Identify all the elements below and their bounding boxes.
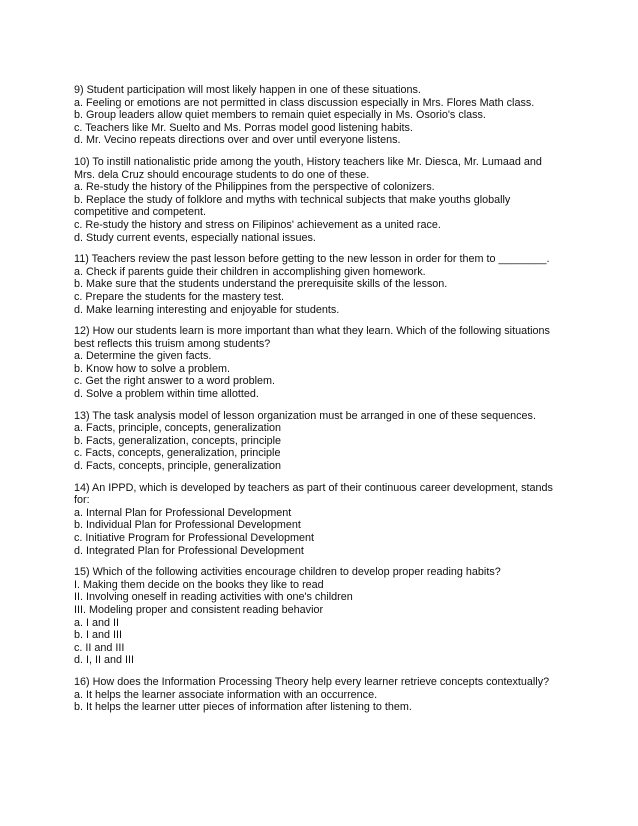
choice-c: c. II and III [74,641,125,654]
choice-a: a. It helps the learner associate information with an occurrence. [74,688,378,701]
question-14 [74,482,574,558]
choice-b: b. Individual Plan for Professional Development [74,519,301,532]
statement-i: I. Making them decide on the books they like to read [74,578,324,591]
question-text-continued: for: [74,494,90,507]
choice-d: d. Integrated Plan for Professional Development [74,544,304,557]
choice-a: a. Internal Plan for Professional Development [74,506,292,519]
question-12 [74,325,574,401]
choice-b-continued: competitive and competent. [74,206,207,219]
question-text: 14) An IPPD, which is developed by teachers as part of their continuous career development, stands [74,481,553,494]
choice-a: a. Check if parents guide their children in accomplishing given homework. [74,265,426,278]
question-11 [74,253,574,316]
question-text: 13) The task analysis model of lesson organization must be arranged in one of these sequences. [74,409,536,422]
choice-d: d. I, II and III [74,654,135,667]
choice-d: d. Solve a problem within time allotted. [74,388,259,401]
question-10 [74,156,574,244]
choice-c: c. Re-study the history and stress on Filipinos' achievement as a united race. [74,218,441,231]
choice-a: a. Determine the given facts. [74,350,212,363]
choice-b: b. It helps the learner utter pieces of information after listening to them. [74,701,412,714]
choice-a: a. Re-study the history of the Philippines from the perspective of colonizers. [74,181,435,194]
question-text: 9) Student participation will most likely happen in one of these situations. [74,84,421,96]
choice-b: b. Group leaders allow quiet members to remain quiet especially in Ms. Osorio's class. [74,109,486,122]
choice-b: b. I and III [74,629,123,642]
choice-d: d. Make learning interesting and enjoyable for students. [74,303,340,316]
choice-b: b. Know how to solve a problem. [74,362,231,375]
choice-c: c. Get the right answer to a word problem. [74,375,276,388]
question-text: 15) Which of the following activities encourage children to develop proper reading habits? [74,566,501,579]
choice-c: c. Prepare the students for the mastery test. [74,290,285,303]
choice-b: b. Replace the study of folklore and myths with technical subjects that make youths globally [74,193,511,206]
question-text: 16) How does the Information Processing Theory help every learner retrieve concepts contextually? [74,675,550,688]
choice-a: a. Facts, principle, concepts, generalization [74,422,282,435]
question-text: 11) Teachers review the past lesson before getting to the new lesson in order for them to ________. [74,253,550,266]
choice-b: b. Facts, generalization, concepts, principle [74,434,282,447]
choice-a: a. Feeling or emotions are not permitted in class discussion especially in Mrs. Flores Math class. [74,96,535,109]
choice-c: c. Initiative Program for Professional Development [74,532,315,544]
choice-d: d. Facts, concepts, principle, generalization [74,460,282,473]
question-16 [74,676,574,714]
statement-iii: III. Modeling proper and consistent reading behavior [74,603,324,616]
question-text-continued: best reflects this truism among students? [74,337,271,350]
question-list [74,84,574,723]
choice-c: c. Facts, concepts, generalization, principle [74,447,281,460]
question-text-continued: Mrs. dela Cruz should encourage students to do one of these. [74,168,370,181]
statement-ii: II. Involving oneself in reading activities with one's children [74,591,353,604]
choice-a: a. I and II [74,616,120,629]
question-13 [74,410,574,473]
choice-b: b. Make sure that the students understand the prerequisite skills of the lesson. [74,278,448,291]
question-text: 12) How our students learn is more important than what they learn. Which of the following situations [74,325,550,338]
question-9 [74,84,574,147]
choice-d: d. Mr. Vecino repeats directions over and over until everyone listens. [74,134,401,147]
choice-d: d. Study current events, especially national issues. [74,231,316,244]
question-text: 10) To instill nationalistic pride among the youth, History teachers like Mr. Diesca, Mr. Lumaad and [74,155,542,168]
question-15 [74,566,574,667]
choice-c: c. Teachers like Mr. Suelto and Ms. Porras model good listening habits. [74,121,413,134]
